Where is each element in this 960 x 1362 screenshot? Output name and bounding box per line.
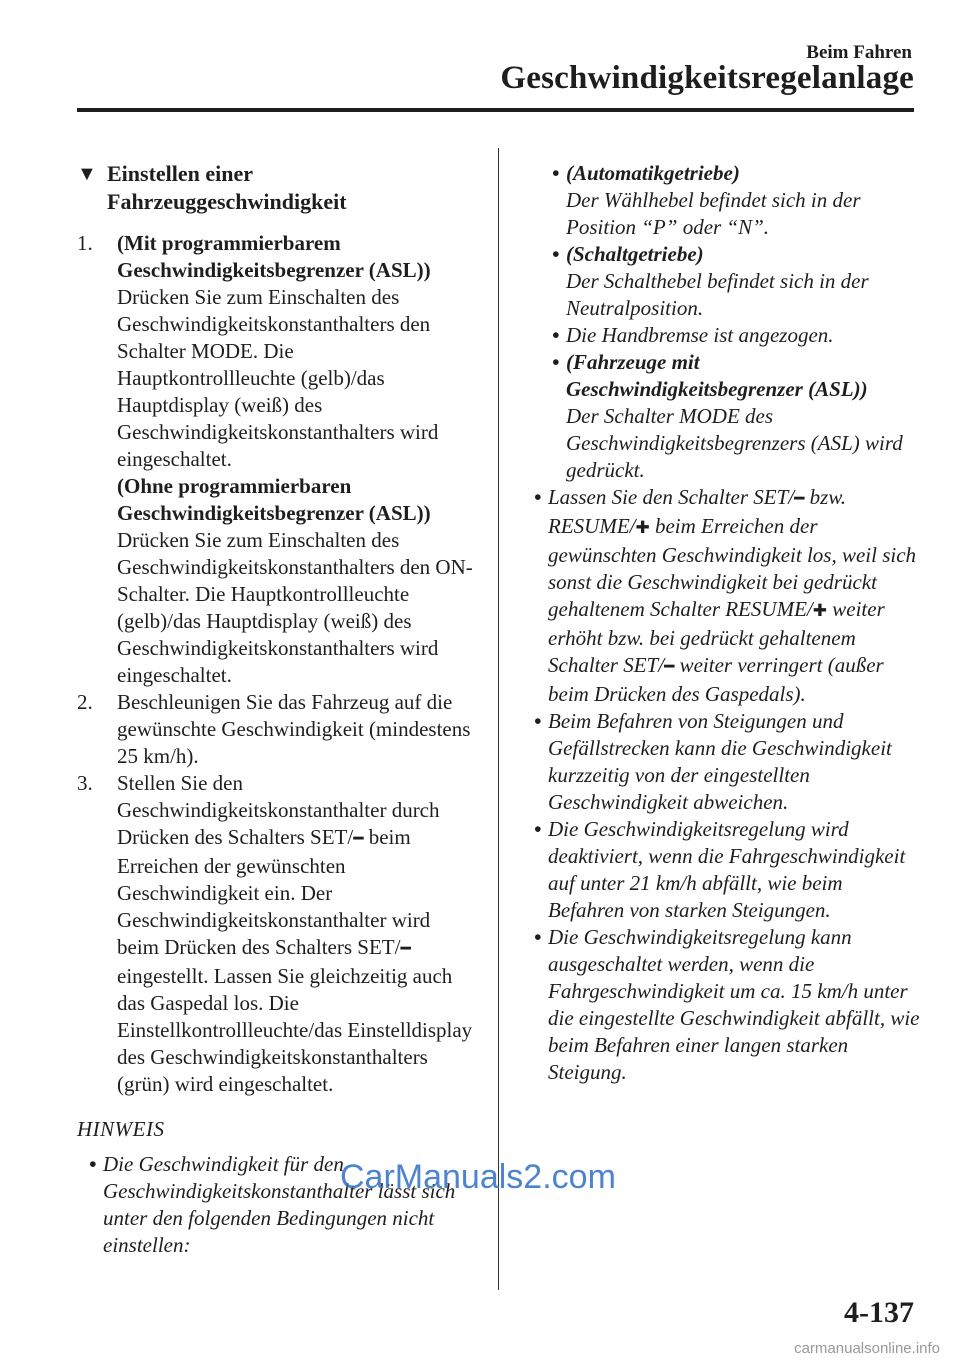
minus-icon: ━ [794,489,805,509]
condition-1-title: (Automatikgetriebe) [566,161,740,185]
right-column [522,160,922,1086]
section-heading [77,160,477,216]
note-bullet-3 [534,708,922,816]
step-1 [77,230,477,689]
minus-icon: ━ [353,829,364,849]
step-number: 3. [77,771,93,795]
left-column [77,160,477,1259]
bullet-icon: • [89,1152,97,1176]
note-bullet-4 [534,816,922,924]
bullet-icon: • [534,485,542,509]
condition-3-text: Die Handbremse ist angezogen. [566,323,834,347]
step-1-b-text: Drücken Sie zum Einschalten des Geschwindigkeitskonstanthalters den ON-Schalter. Die Hauptkontrollleuchte (gelb)/das Hauptdisplay (weiß) des Geschwindigkeitskonstanthalters wird eingeschaltet. [117,528,473,687]
step-number: 2. [77,690,93,714]
step-2-text: Beschleunigen Sie das Fahrzeug auf die gewünschte Geschwindigkeit (mindestens 25 km/h). [117,690,471,768]
step-2 [77,689,477,770]
bullet-icon: • [534,817,542,841]
bullet-icon: • [552,350,560,374]
note-bullet-5-text: Die Geschwindigkeitsregelung kann ausgeschaltet werden, wenn die Fahrgeschwindigkeit um ca. 15 km/h unter die eingestellte Geschwindigkeit abfällt, wie beim Befahren einer langen starken Steigung. [548,925,920,1084]
header-section: Beim Fahren [806,42,912,63]
note-label: HINWEIS [77,1117,165,1141]
plus-icon: ✚ [812,601,828,621]
condition-4 [552,349,922,484]
condition-2-text: Der Schalthebel befindet sich in der Neutralposition. [566,269,869,320]
step-1-a-text: Drücken Sie zum Einschalten des Geschwindigkeitskonstanthalters den Schalter MODE. Die Hauptkontrollleuchte (gelb)/das Hauptdisplay (weiß) des Geschwindigkeitskonstanthalters wird eingeschaltet. [117,285,439,471]
bullet-icon: • [552,323,560,347]
header-rule [77,108,914,112]
watermark-carmanualsonline: carmanualsonline.info [794,1340,940,1357]
heading-text: Einstellen einer Fahrzeuggeschwindigkeit [107,161,347,214]
bullet-icon: • [534,709,542,733]
triangle-down-icon: ▼ [77,163,97,185]
bullet-icon: • [552,161,560,185]
bullet-icon: • [552,242,560,266]
minus-icon: ━ [664,657,675,677]
condition-2-title: (Schaltgetriebe) [566,242,704,266]
step-1-b-title: (Ohne programmierbaren Geschwindigkeitsbegrenzer (ASL)) [117,474,431,525]
note-bullet-3-text: Beim Befahren von Steigungen und Gefällstrecken kann die Geschwindigkeit kurzzeitig von der eingestellten Geschwindigkeit abweichen. [548,709,892,814]
step-3-text: Stellen Sie den Geschwindigkeitskonstanthalter durch Drücken des Schalters SET/━ beim Erreichen der gewünschten Geschwindigkeit ein. Der Geschwindigkeitskonstanthalter wird beim Drücken des Schalters SET/━ eingestellt. Lassen Sie gleichzeitig auch das Gaspedal los. Die Einstellkontrollleuchte/das Einstelldisplay des Geschwindigkeitskonstanthalters (grün) wird eingeschaltet. [117,771,473,1096]
condition-1-text: Der Wählhebel befindet sich in der Position “P” oder “N”. [566,188,861,239]
page-number: 4-137 [844,1296,914,1329]
plus-icon: ✚ [635,518,650,538]
note-bullet-4-text: Die Geschwindigkeitsregelung wird deaktiviert, wenn die Fahrgeschwindigkeit auf unter 21 km/h abfällt, wie beim Befahren von starken Steigungen. [548,817,906,922]
condition-2 [552,241,922,322]
step-3 [77,770,477,1098]
condition-4-title: (Fahrzeuge mit Geschwindigkeitsbegrenzer (ASL)) [566,350,868,401]
note-intro: Die Geschwindigkeit für den Geschwindigkeitskonstanthalter lässt sich unter den folgenden Bedingungen nicht einstellen: [103,1152,456,1257]
condition-1 [552,160,922,241]
note-bullet-5 [534,924,922,1086]
condition-4-text: Der Schalter MODE des Geschwindigkeitsbegrenzers (ASL) wird gedrückt. [566,404,903,482]
header-title: Geschwindigkeitsregelanlage [500,60,914,96]
note-bullet-2: • Lassen Sie den Schalter SET/━ bzw. RESUME/✚ beim Erreichen der gewünschten Geschwindigkeit los, weil sich sonst die Geschwindigkeit bei gedrückt gehaltenem Schalter RESUME/✚ weiter erhöht bzw. bei gedrückt gehaltenem Schalter SET/━ weiter verringert (außer beim Drücken des Gaspedals). [534,485,917,706]
step-number: 1. [77,231,93,255]
watermark-carmanuals2: CarManuals2.com [340,1158,616,1196]
bullet-icon: • [534,925,542,949]
step-1-a-title: (Mit programmierbarem Geschwindigkeitsbegrenzer (ASL)) [117,231,431,282]
condition-3 [552,322,922,349]
column-divider [498,148,499,1290]
minus-icon: ━ [400,939,411,959]
